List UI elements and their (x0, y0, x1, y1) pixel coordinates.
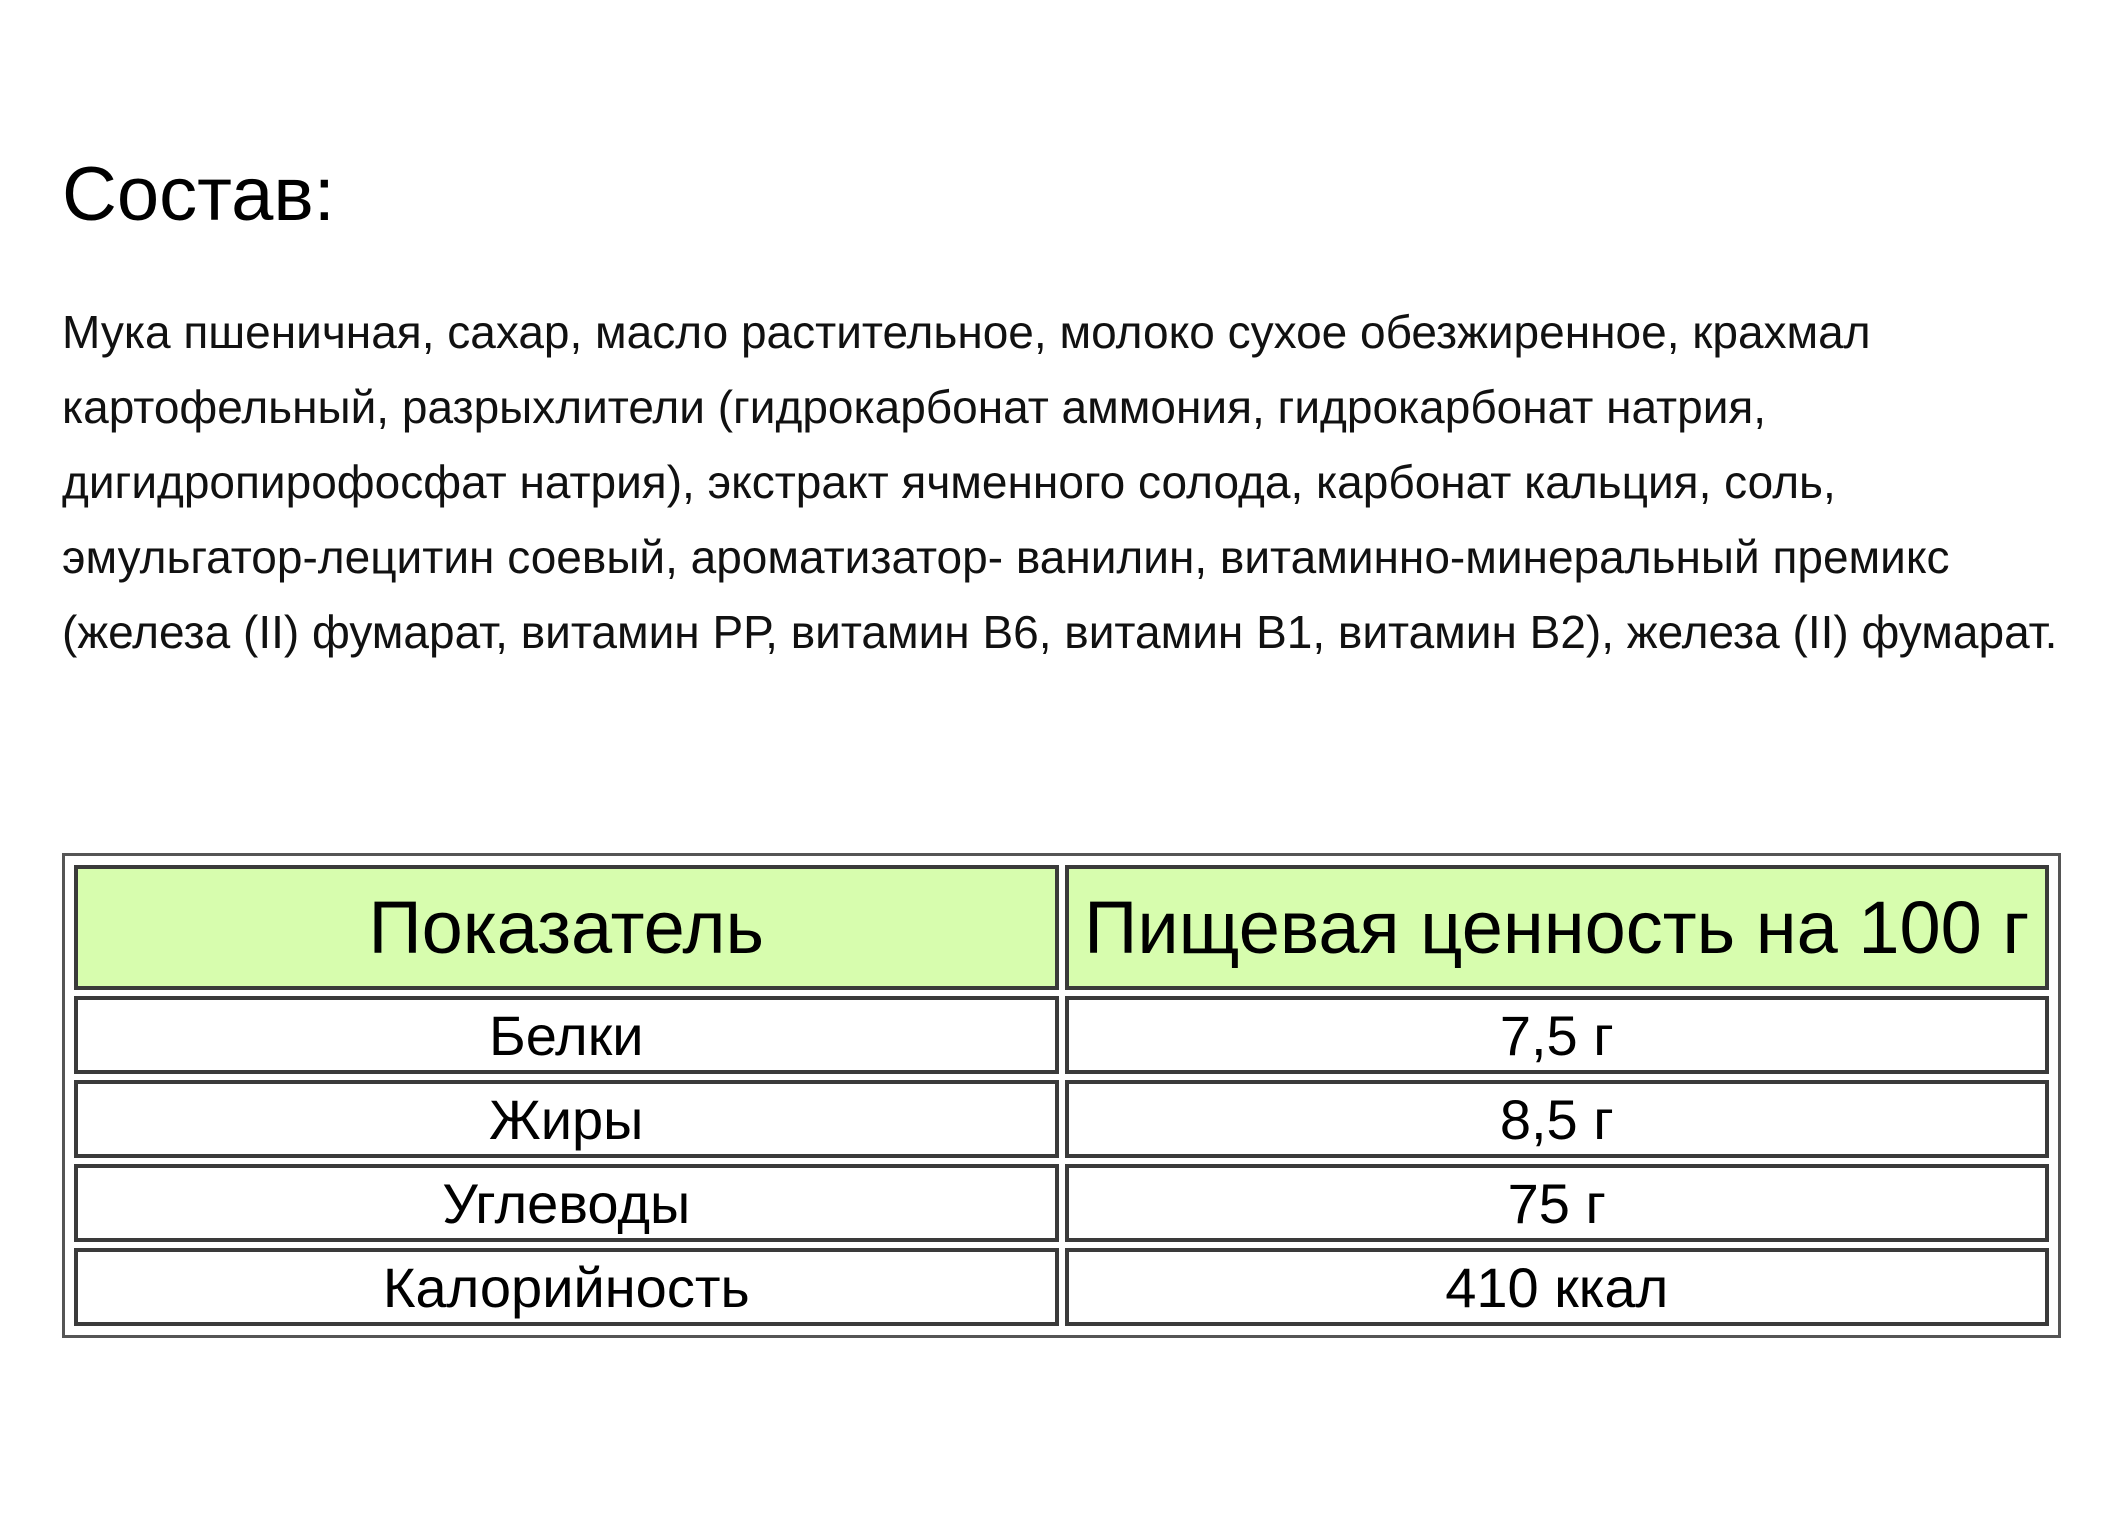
table-row (74, 1248, 2049, 1326)
table-header-row (74, 865, 2049, 990)
page-title: Состав: (62, 152, 335, 237)
table-row (74, 1164, 2049, 1242)
table-cell-value: 75 г (1065, 1164, 2050, 1242)
table-cell-value: 410 ккал (1065, 1248, 2050, 1326)
composition-text: Мука пшеничная, сахар, масло растительное, молоко сухое обезжиренное, крахмал картофельный, разрыхлители (гидрокарбонат аммония, гидрокарбонат натрия, дигидропирофосфат натрия), экстракт ячменного солода, карбонат кальция, соль, эмульгатор-лецитин соевый, ароматизатор- ванилин, витаминно-минеральный премикс (железа (II) фумарат, витамин РР, витамин В6, витамин В1, витамин В2), железа (II) фумарат. (62, 306, 2058, 658)
nutrition-table-frame (62, 853, 2061, 1338)
column-header-nutrition-value: Пищевая ценность на 100 г (1065, 865, 2050, 990)
nutrition-table (68, 859, 2055, 1332)
table-cell-indicator: Белки (74, 996, 1059, 1074)
column-header-indicator: Показатель (74, 865, 1059, 990)
table-row (74, 1080, 2049, 1158)
table-cell-value: 8,5 г (1065, 1080, 2050, 1158)
table-cell-indicator: Жиры (74, 1080, 1059, 1158)
table-cell-indicator: Углеводы (74, 1164, 1059, 1242)
table-row (74, 996, 2049, 1074)
table-cell-indicator: Калорийность (74, 1248, 1059, 1326)
table-cell-value: 7,5 г (1065, 996, 2050, 1074)
